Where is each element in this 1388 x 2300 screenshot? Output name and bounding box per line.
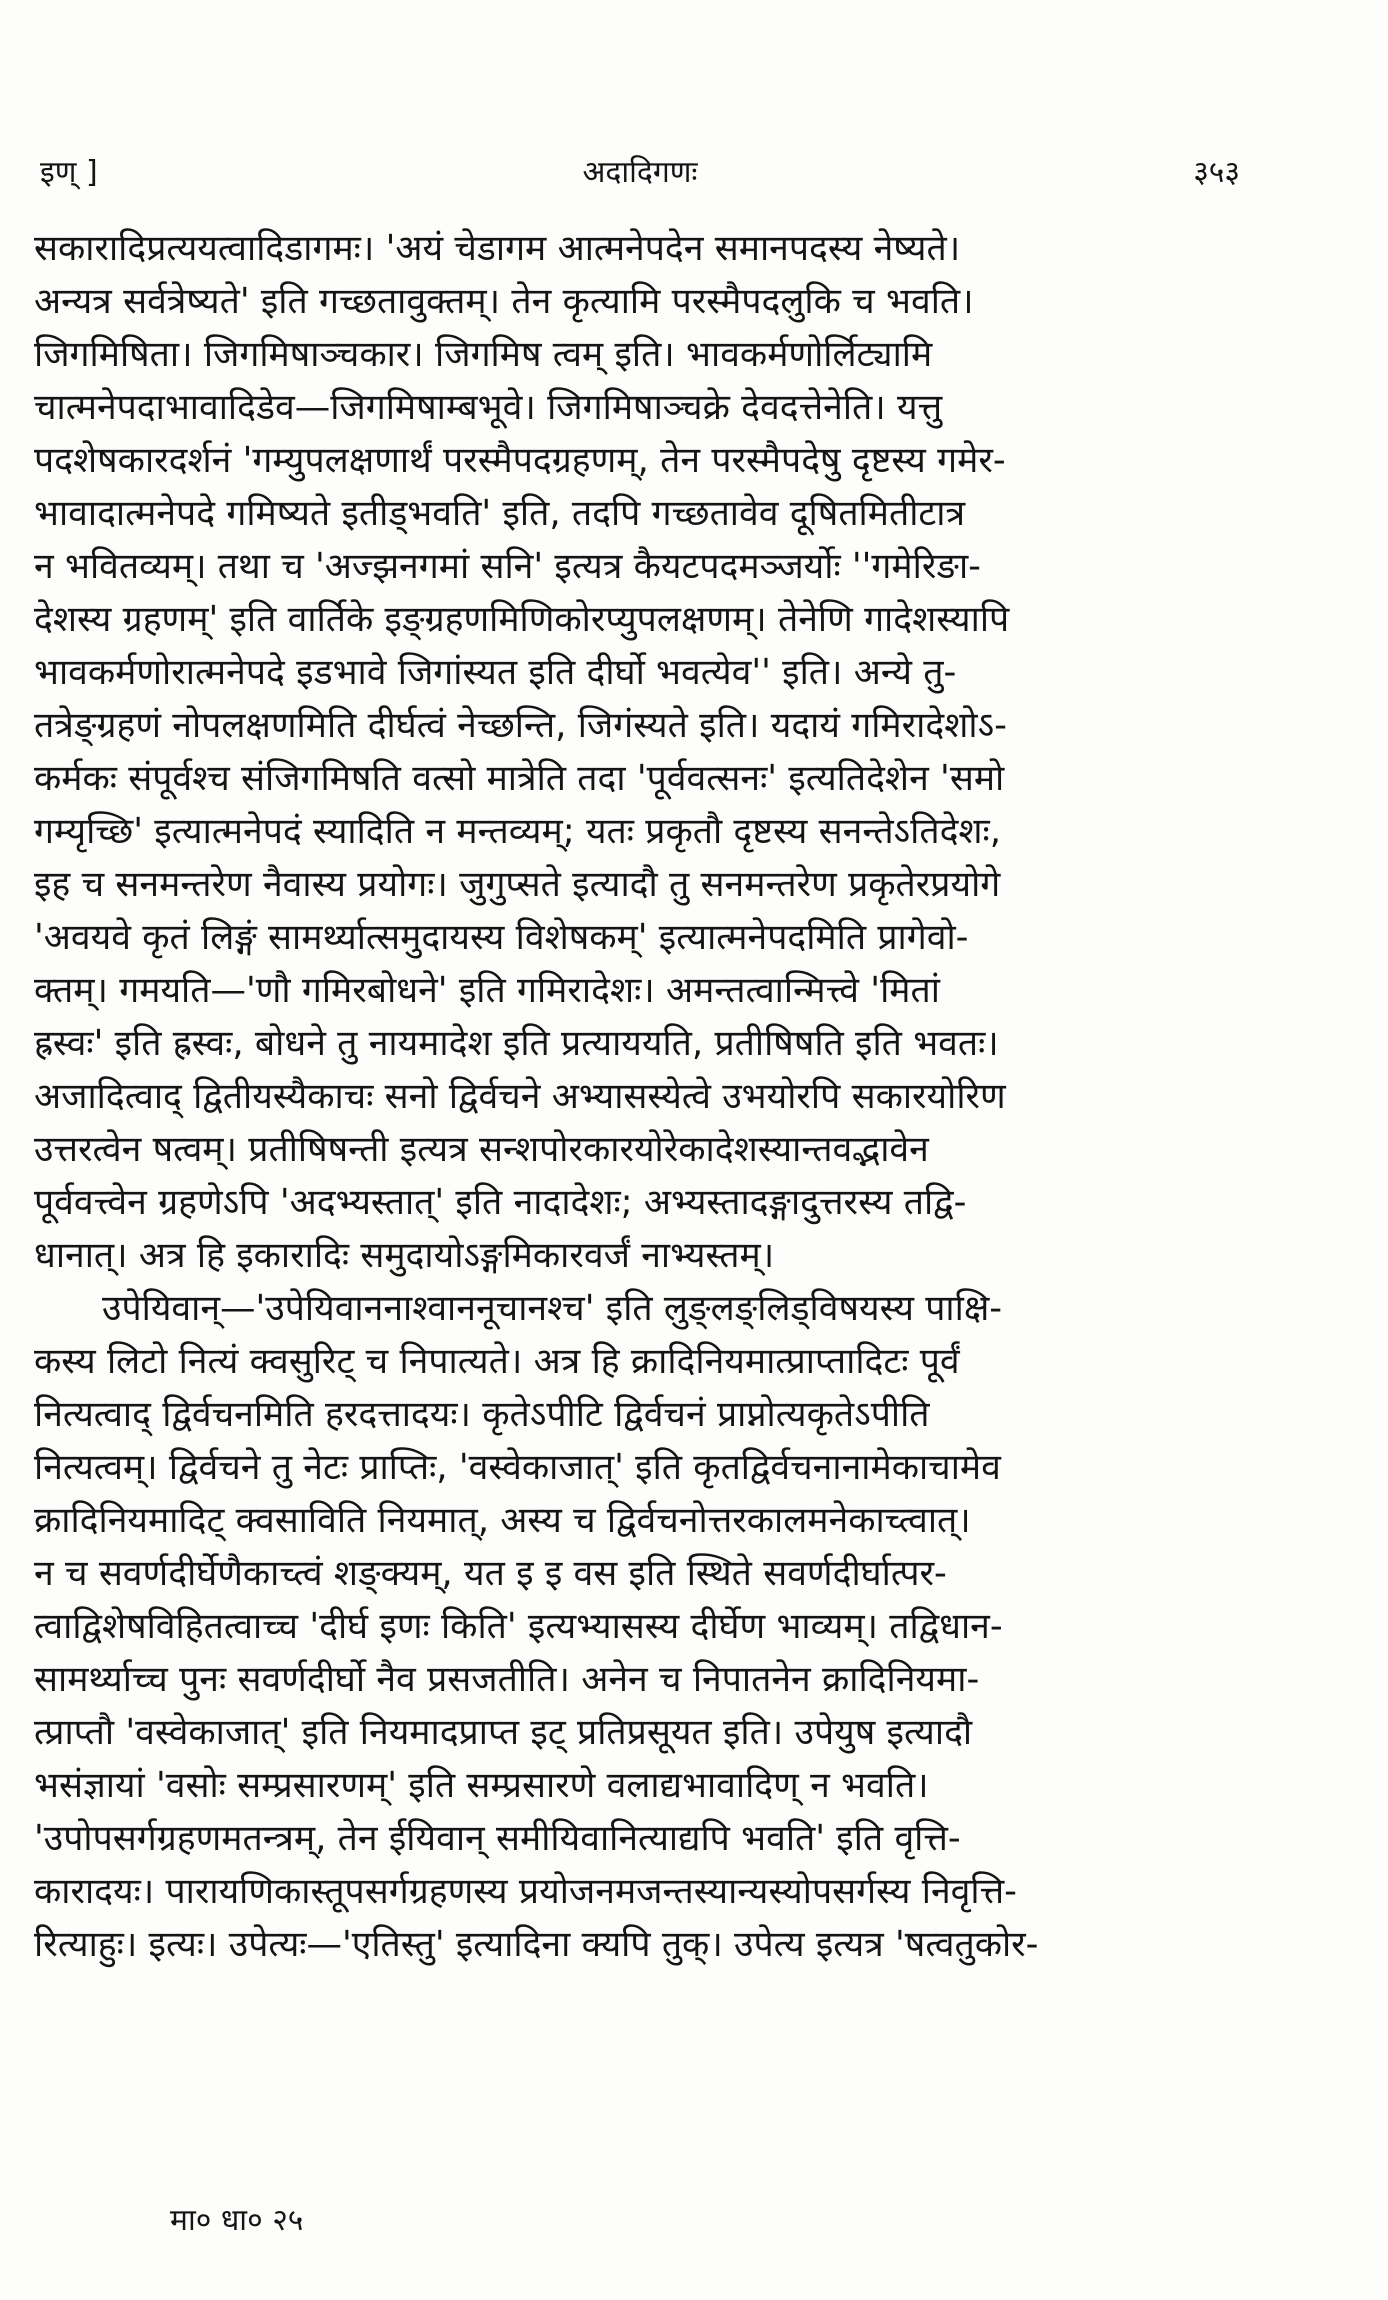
text-line: न भवितव्यम्। तथा च 'अज्झनगमां सनि' इत्यत्र कैयटपदमञ्जर्योः ''गमेरिङा- xyxy=(34,546,981,587)
text-line: रित्याहुः। इत्यः। उपेत्यः—'एतिस्तु' इत्यादिना क्यपि तुक्। उपेत्य इत्यत्र 'षत्वतुकोर- xyxy=(34,1924,1039,1965)
text-line: भावकर्मणोरात्मनेपदे इडभावे जिगांस्यत इति दीर्घो भवत्येव'' इति। अन्ये तु- xyxy=(34,652,957,693)
body-text xyxy=(34,222,1246,1971)
text-line: तत्रेङ्ग्रहणं नोपलक्षणमिति दीर्घत्वं नेच्छन्ति, जिगंस्यते इति। यदायं गमिरादेशोऽ- xyxy=(34,705,1007,746)
text-line: न च सवर्णदीर्घेणैकाच्त्वं शङ्क्यम्, यत इ इ वस इति स्थिते सवर्णदीर्घात्पर- xyxy=(34,1553,947,1594)
header-title: अदादिगणः xyxy=(582,155,698,190)
text-line: सामर्थ्याच्च पुनः सवर्णदीर्घो नैव प्रसजतीति। अनेन च निपातनेन क्रादिनियमा- xyxy=(34,1659,980,1700)
text-line: कस्य लिटो नित्यं क्वसुरिट् च निपात्यते। अत्र हि क्रादिनियमात्प्राप्तादिटः पूर्वं xyxy=(34,1341,960,1382)
text-line: नित्यत्वाद् द्विर्वचनमिति हरदत्तादयः। कृतेऽपीटि द्विर्वचनं प्राप्नोत्यकृतेऽपीति xyxy=(34,1394,930,1435)
text-line: देशस्य ग्रहणम्' इति वार्तिके इङ्ग्रहणमिणिकोरप्युपलक्षणम्। तेनेणि गादेशस्यापि xyxy=(34,599,1010,640)
text-line: त्वाद्विशेषविहितत्वाच्च 'दीर्घ इणः किति' इत्यभ्यासस्य दीर्घेण भाव्यम्। तद्विधान- xyxy=(34,1606,1003,1647)
header-section-marker: इण् ] xyxy=(40,155,98,190)
text-line: चात्मनेपदाभावादिडेव—जिगमिषाम्बभूवे। जिगमिषाञ्चक्रे देवदत्तेनेति। यत्तु xyxy=(34,387,943,428)
page-header xyxy=(40,150,1240,200)
text-line: 'उपोपसर्गग्रहणमतन्त्रम्, तेन ईयिवान् समीयिवानित्याद्यपि भवति' इति वृत्ति- xyxy=(34,1818,961,1859)
text-line: भसंज्ञायां 'वसोः सम्प्रसारणम्' इति सम्प्रसारणे वलाद्यभावादिण् न भवति। xyxy=(34,1765,929,1806)
text-line: कर्मकः संपूर्वश्च संजिगमिषति वत्सो मात्रेति तदा 'पूर्ववत्सनः' इत्यतिदेशेन 'समो xyxy=(34,758,1005,799)
text-line: इह च सनमन्तरेण नैवास्य प्रयोगः। जुगुप्सते इत्यादौ तु सनमन्तरेण प्रकृतेरप्रयोगे xyxy=(34,864,1001,905)
text-line: नित्यत्वम्। द्विर्वचने तु नेटः प्राप्तिः, 'वस्वेकाजात्' इति कृतद्विर्वचनानामेकाचामेव xyxy=(34,1447,1001,1488)
text-line: पदशेषकारदर्शनं 'गम्युपलक्षणार्थं परस्मैपदग्रहणम्, तेन परस्मैपदेषु दृष्टस्य गमेर- xyxy=(34,440,1006,481)
text-line: कारादयः। पारायणिकास्तूपसर्गग्रहणस्य प्रयोजनमजन्तस्यान्यस्योपसर्गस्य निवृत्ति- xyxy=(34,1871,1017,1912)
text-line: अजादित्वाद् द्वितीयस्यैकाचः सनो द्विर्वचने अभ्यासस्येत्वे उभयोरपि सकारयोरिण xyxy=(34,1076,1006,1117)
paragraph-start-line: उपेयिवान्—'उपेयिवाननाश्वाननूचानश्च' इति लुङ्लङ्लिड्विषयस्य पाक्षि- xyxy=(102,1288,1003,1329)
text-line: अन्यत्र सर्वत्रेष्यते' इति गच्छतावुक्तम्। तेन कृत्यामि परस्मैपदलुकि च भवति। xyxy=(34,281,974,322)
text-line: पूर्ववत्त्वेन ग्रहणेऽपि 'अदभ्यस्तात्' इति नादादेशः; अभ्यस्तादङ्गादुत्तरस्य तद्वि- xyxy=(34,1182,967,1223)
text-line: 'अवयवे कृतं लिङ्गं सामर्थ्यात्समुदायस्य विशेषकम्' इत्यात्मनेपदमिति प्रागेवो- xyxy=(34,917,969,958)
text-line: भावादात्मनेपदे गमिष्यते इतीड्भवति' इति, तदपि गच्छतावेव दूषितमितीटात्र xyxy=(34,493,966,534)
text-line: सकारादिप्रत्ययत्वादिडागमः। 'अयं चेडागम आत्मनेपदेन समानपदस्य नेष्यते। xyxy=(34,228,961,269)
text-line: धानात्। अत्र हि इकारादिः समुदायोऽङ्गमिकारवर्जं नाभ्यस्तम्। xyxy=(34,1235,775,1276)
text-line: ह्रस्वः' इति ह्रस्वः, बोधने तु नायमादेश इति प्रत्याययति, प्रतीषिषति इति भवतः। xyxy=(34,1023,999,1064)
text-line: उत्तरत्वेन षत्वम्। प्रतीषिषन्ती इत्यत्र सन्शपोरकारयोरेकादेशस्यान्तवद्भावेन xyxy=(34,1129,929,1170)
page-footer-signature: मा० धा० २५ xyxy=(170,2203,304,2238)
text-line: गम्यृच्छि' इत्यात्मनेपदं स्यादिति न मन्तव्यम्; यतः प्रकृतौ दृष्टस्य सनन्तेऽतिदेशः, xyxy=(34,811,1002,852)
text-line: क्रादिनियमादिट् क्वसाविति नियमात्, अस्य च द्विर्वचनोत्तरकालमनेकाच्त्वात्। xyxy=(34,1500,971,1541)
text-line: त्प्राप्तौ 'वस्वेकाजात्' इति नियमादप्राप्त इट् प्रतिप्रसूयत इति। उपेयुष इत्यादौ xyxy=(34,1712,973,1753)
text-line: क्तम्। गमयति—'णौ गमिरबोधने' इति गमिरादेशः। अमन्तत्वान्मित्त्वे 'मितां xyxy=(34,970,940,1011)
page-number: ३५३ xyxy=(1193,155,1240,190)
text-line: जिगमिषिता। जिगमिषाञ्चकार। जिगमिष त्वम् इति। भावकर्मणोर्लिट्यामि xyxy=(34,334,933,375)
